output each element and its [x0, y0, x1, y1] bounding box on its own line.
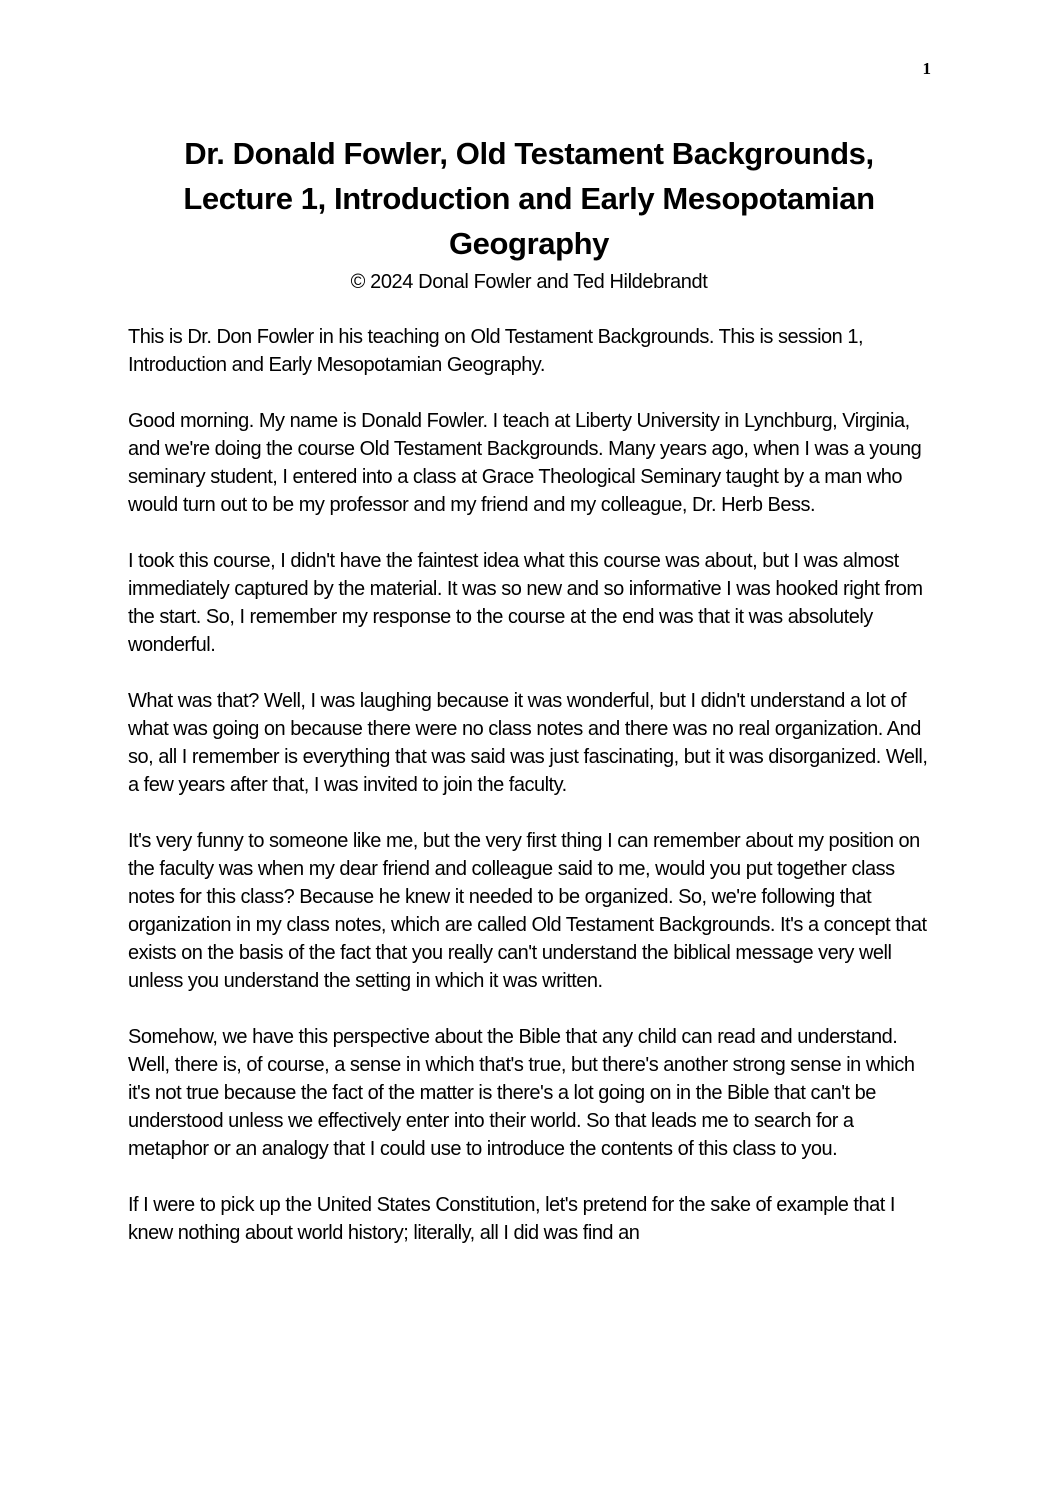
title-line: Geography	[448, 226, 610, 261]
paragraph: I took this course, I didn't have the faintest idea what this course was about, but I was almost immediately captured by the material. It was so new and so informative I was hooked right from the start. So, I remember my response to the course at the end was that it was absolutely wonderful.	[128, 550, 923, 656]
document-title	[128, 131, 930, 266]
copyright-line: © 2024 Donal Fowler and Ted Hildebrandt	[350, 271, 708, 293]
title-line: Dr. Donald Fowler, Old Testament Backgrounds,	[184, 136, 874, 171]
document-content	[128, 131, 930, 1247]
paragraph: This is Dr. Don Fowler in his teaching on Old Testament Backgrounds. This is session 1, Introduction and Early Mesopotamian Geography.	[128, 326, 864, 376]
document-body	[128, 323, 930, 1247]
paragraph: Somehow, we have this perspective about the Bible that any child can read and understand. Well, there is, of course, a sense in which that's true, but there's another strong sense in which it's not true because the fact of the matter is there's a lot going on in the Bible that can't be understood unless we effectively enter into their world. So that leads me to search for a metaphor or an analogy that I could use to introduce the contents of this class to you.	[128, 1026, 915, 1160]
paragraph: Good morning. My name is Donald Fowler. I teach at Liberty University in Lynchburg, Virginia, and we're doing the course Old Testament Backgrounds. Many years ago, when I was a young seminary student, I entered into a class at Grace Theological Seminary taught by a man who would turn out to be my professor and my friend and my colleague, Dr. Herb Bess.	[128, 410, 922, 516]
page-number: 1	[922, 59, 931, 78]
paragraph: It's very funny to someone like me, but the very first thing I can remember about my position on the faculty was when my dear friend and colleague said to me, would you put together class notes for this class? Because he knew it needed to be organized. So, we're following that organization in my class notes, which are called Old Testament Backgrounds. It's a concept that exists on the basis of the fact that you really can't understand the biblical message very well unless you understand the setting in which it was written.	[128, 830, 927, 992]
title-line: Lecture 1, Introduction and Early Mesopotamian	[183, 181, 875, 216]
paragraph: What was that? Well, I was laughing because it was wonderful, but I didn't understand a lot of what was going on because there were no class notes and there was no real organization. And so, all I remember is everything that was said was just fascinating, but it was disorganized. Well, a few years after that, I was invited to join the faculty.	[128, 690, 928, 796]
paragraph: If I were to pick up the United States Constitution, let's pretend for the sake of example that I knew nothing about world history; literally, all I did was find an	[128, 1194, 895, 1244]
